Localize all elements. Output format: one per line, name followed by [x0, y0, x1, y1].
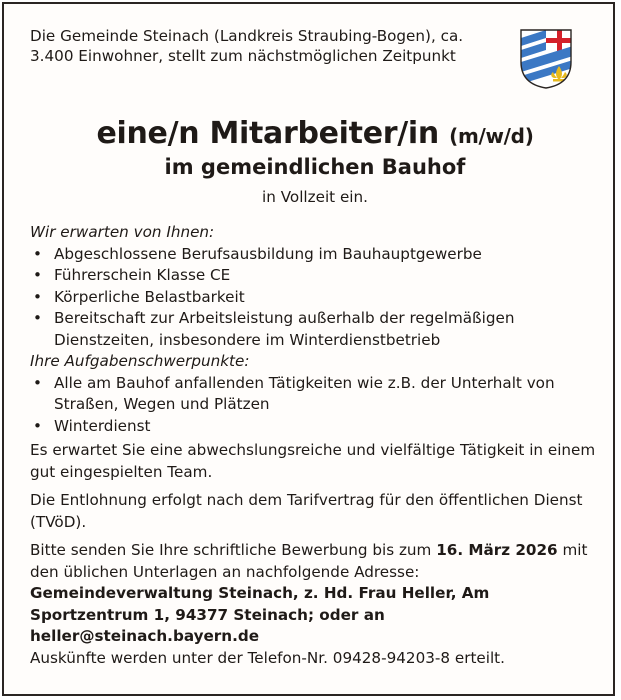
list-item: • Winterdienst [30, 416, 600, 438]
job-title-text: eine/n Mitarbeiter/in [96, 116, 439, 151]
gender-note: (m/w/d) [449, 124, 534, 148]
requirements-list [30, 244, 600, 352]
list-item: • Körperliche Belastbarkeit [30, 287, 600, 309]
offer-text: Es erwartet Sie eine abwechslungsreiche und vielfältige Tätigkeit in einem gut eingespielten Team. [30, 441, 596, 481]
list-item: • Abgeschlossene Berufsausbildung im Bauhauptgewerbe [30, 244, 600, 266]
tasks-heading: Ihre Aufgabenschwerpunkte: [30, 352, 250, 370]
tasks-list [30, 373, 600, 438]
contact-text: Auskünfte werden unter der Telefon-Nr. 09428-94203-8 erteilt. [30, 648, 505, 667]
job-title [30, 116, 600, 154]
employment-type: in Vollzeit ein. [262, 188, 368, 206]
list-item: • Alle am Bauhof anfallenden Tätigkeiten wie z.B. der Unterhalt von Straßen, Wegen und Plätzen [30, 373, 600, 416]
ad-body [30, 222, 600, 669]
application-text-before: Bitte senden Sie Ihre schriftliche Bewerbung bis zum [30, 541, 437, 559]
job-ad-frame [2, 2, 615, 696]
job-subtitle: im gemeindlichen Bauhof [164, 155, 466, 179]
application-address: Gemeindeverwaltung Steinach, z. Hd. Frau Heller, Am Sportzentrum 1, 94377 Steinach; oder an heller@steinach.bayern.de [30, 584, 490, 645]
job-ad-content [30, 26, 600, 667]
requirements-heading: Wir erwarten von Ihnen: [30, 223, 215, 241]
coat-of-arms-icon [519, 28, 573, 90]
application-deadline: 16. März 2026 [436, 541, 558, 559]
salary-text: Die Entlohnung erfolgt nach dem Tarifvertrag für den öffentlichen Dienst (TVöD). [30, 491, 583, 531]
application-text [30, 540, 600, 583]
application-text-after: mit den üblichen Unterlagen an nachfolgende Adresse: [30, 541, 588, 581]
list-item: • Führerschein Klasse CE [30, 265, 600, 287]
intro-text: Die Gemeinde Steinach (Landkreis Straubing-Bogen), ca. 3.400 Einwohner, stellt zum nächstmöglichen Zeitpunkt [30, 27, 464, 65]
list-item: • Bereitschaft zur Arbeitsleistung außerhalb der regelmäßigen Dienstzeiten, insbesondere im Winterdienstbetrieb [30, 308, 600, 351]
headline-block [30, 116, 600, 208]
